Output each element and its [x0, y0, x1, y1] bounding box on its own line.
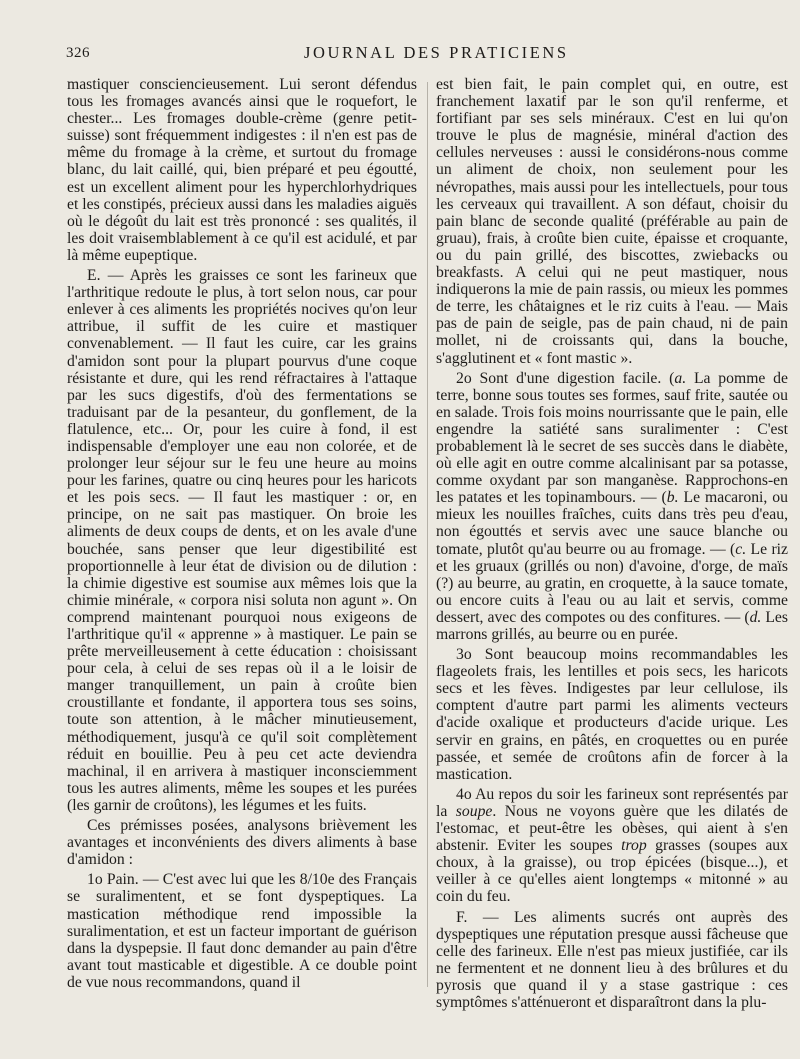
- paragraph-text: mastiquer consciencieusement. Lui seront défendus tous les fromages avancés ainsi que le roquefort, le chester... Les fromages double-crème (genre petit-suisse) sont fréquemment indigestes : il n'en est pas de même du fromage à la crème, et surtout du fromage blanc, du lait caillé, qui, bien préparé et peu égoutté, est un excellent aliment pour les hyperchlorhydriques et les constipés, précieux aussi dans les maladies aiguës où le dégoût du lait est très prononcé : ses qualités, il les doit vraisemblablement à ce qu'il est acidulé, et par là même eupeptique.: [67, 76, 417, 264]
- paragraph-text: Ces prémisses posées, analysons brièvement les avantages et inconvénients des divers aliments à base d'amidon :: [67, 817, 417, 869]
- italic-text: c.: [735, 540, 747, 558]
- page-number: 326: [66, 45, 90, 61]
- paragraph-text: Le macaroni, ou mieux les nouilles fraîches, cuits dans très peu d'eau, non égouttés et servis avec une sauce blanche ou tomate, plutôt qu'au beurre ou au fromage. — (: [436, 489, 788, 558]
- italic-text: soupe: [455, 802, 493, 820]
- paragraph-text: 1o Pain. — C'est avec lui que les 8/10e des Français se suralimentent, et se font dyspeptiques. La mastication méthodique rend impossible la suralimentation, et est un facteur important de guérison dans la dyspepsie. Il faut donc demander au pain d'être avant tout masticable et digestible. A ce double point de vue nous recommandons, quand il: [67, 871, 417, 991]
- italic-text: b.: [666, 489, 679, 507]
- paragraph: [436, 76, 788, 367]
- paragraph-text: 3o Sont beaucoup moins recommandables les flageolets frais, les lentilles et pois secs, les haricots secs et les fèves. Indigestes par leur cellulose, ils comptent d'autre part parmi les aliments vecteurs d'acide oxalique et producteurs d'acide urique. Les servir en grains, en pâtés, en croquettes ou en purée passée, et semée de croûtons afin de forcer à la mastication.: [436, 646, 788, 783]
- paragraph: [436, 646, 788, 783]
- column-divider: [427, 82, 428, 987]
- paragraph-text: est bien fait, le pain complet qui, en outre, est franchement laxatif par le son qu'il renferme, et fortifiant par ses sels minéraux. C'est en lui qu'on trouve le plus de magnésie, minéral d'action des cellules nerveuses : aussi le considérons-nous comme un aliment de choix, non seulement pour les névropathes, mais aussi pour les intellectuels, pour tous les cerveaux qui travaillent. A son défaut, choisir du pain blanc de seconde qualité (préférable au pain de gruau), frais, à croûte bien cuite, épaisse et croquante, ou du pain grillé, des biscottes, zwiebacks ou breakfasts. A celui qui ne peut mastiquer, nous indiquerons la mie de pain rassis, ou mieux les pommes de terre, les châtaignes et le riz cuits à l'eau. — Mais pas de pain de seigle, pas de pain chaud, ni de pain mollet, ni de croissants qui, dans la bouche, s'agglutinent et « font mastic ».: [436, 76, 788, 367]
- paragraph-text: 2o Sont d'une digestion facile. (: [456, 369, 675, 387]
- paragraph-text: F. — Les aliments sucrés ont auprès des dyspeptiques une réputation presque aussi fâcheuse que celle des farineux. Elle n'est pas mieux justifiée, car ils ne fermentent et ne donnent lieu à des brûlures et du pyrosis que quand il y a stase gastrique : ces symptômes s'atténueront et disparaîtront dans la plu-: [436, 908, 788, 1011]
- paragraph: [67, 267, 417, 814]
- paragraph: [436, 786, 788, 906]
- page-header: [66, 43, 784, 65]
- paragraph: [67, 817, 417, 868]
- paragraph-text: . Nous ne voyons guère que les dilatés de l'estomac, et peut-être les obèses, qui aient à s'en abstenir. Eviter les soupes: [436, 802, 788, 855]
- left-column: [67, 76, 417, 994]
- right-column: [436, 76, 788, 1014]
- paragraph-text: 4o Au repos du soir les farineux sont représentés par la: [436, 785, 788, 820]
- paragraph-text: Le riz et les gruaux (grillés ou non) d'avoine, d'orge, de maïs (?) au beurre, au gratin, en croquette, à la sauce tomate, ou encore cuits à l'eau ou au lait et servis, comme dessert, avec des compotes ou des confitures. — (: [436, 540, 788, 626]
- italic-text: trop: [621, 837, 647, 855]
- paragraph: [436, 370, 788, 644]
- paragraph-text: grasses (soupes aux choux, à la graisse), ou trop épicées (bisque...), et veiller à ce qu'elles aient longtemps « mitonné » au coin du feu.: [436, 837, 788, 906]
- paragraph-text: Les marrons grillés, au beurre ou en purée.: [436, 608, 788, 643]
- italic-text: d.: [749, 608, 762, 626]
- paragraph: [436, 909, 788, 1012]
- paragraph-text: E. — Après les graisses ce sont les farineux que l'arthritique redoute le plus, à tort selon nous, car pour enlever à ces aliments les propriétés nocives qu'on leur attribue, il suffit de les cuire et mastiquer convenablement. — Il faut les cuire, car les grains d'amidon sont pour la plupart pourvus d'une coque résistante et dure, qui les rend réfractaires à l'attaque par les sucs digestifs, d'où des fermentations se traduisant par de la pesanteur, du gonflement, de la flatulence, etc... Or, pour les cuire à fond, il est indispensable d'employer une eau non colorée, et de prolonger leur séjour sur le feu une heure au moins pour les farines, quatre ou cinq heures pour les haricots et les pois secs. — Il faut les mastiquer : or, en principe, on ne sait pas mastiquer. On broie les aliments de deux coups de dents, et on les avale d'une bouchée, sans penser que leur digestibilité est proportionnelle à leur état de division ou de dilution : la chimie digestive est soumise aux mêmes lois que la chimie minérale, « corpora nisi soluta non agunt ». On comprend maintenant pourquoi nous exigeons de l'arthritique qu'il « apprenne » à mastiquer. Le pain se prête merveilleusement à cette éducation : choisissant pour cela, à celui de ses repas où il a le loisir de manger tranquillement, un pain à croûte bien croustillante et fondante, il apportera tous ses soins, toute son attention, à le mâcher minutieusement, méthodiquement, jusqu'à ce qu'il soit complètement réduit en bouillie. Peu à peu cet acte deviendra machinal, il en arrivera à mastiquer inconsciemment tous les autres aliments, même les soupes et les purées (les garnir de croûtons), les légumes et les fuits.: [67, 267, 417, 814]
- italic-text: a.: [674, 369, 687, 387]
- paragraph: [67, 871, 417, 991]
- paragraph-text: La pomme de terre, bonne sous toutes ses formes, sauf frite, sautée ou en salade. Trois fois moins nourrissante que le pain, elle engendre la satiété sans suralimenter : C'est probablement là le secret de ses succès dans le diabète, où elle agit en outre comme alcalinisant par sa potasse, comme oxydant par son manganèse. Rapprochons-en les patates et les topinambours. — (: [436, 369, 788, 507]
- paragraph: [67, 76, 417, 264]
- journal-title: JOURNAL DES PRATICIENS: [304, 43, 569, 62]
